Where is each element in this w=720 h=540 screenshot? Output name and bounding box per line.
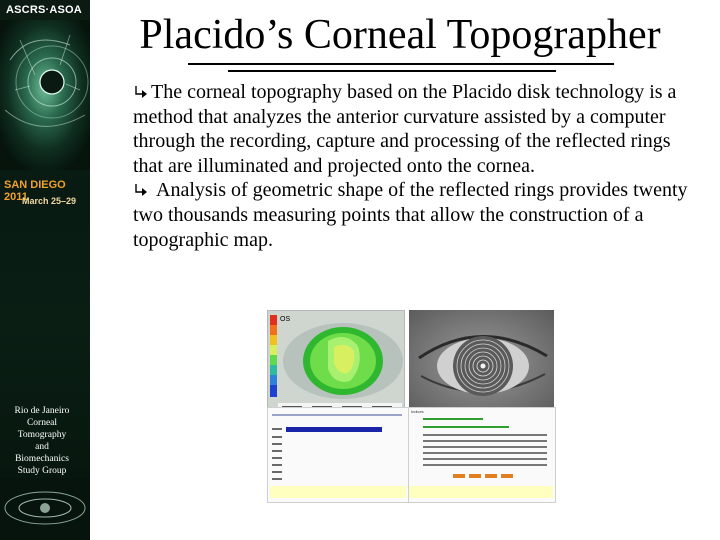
bullet-arrow-icon [133, 85, 149, 99]
bullet-1-text: The corneal topography based on the Placido disk technology is a method that analyzes the anterior curvature assisted by a computer through the recording, capture and processing of the reflected rings that are illuminated and projected onto the cornea. [133, 81, 677, 177]
bullet-1 [133, 81, 676, 177]
slide-title: Placido’s Corneal Topographer [139, 12, 661, 58]
row-label [272, 450, 282, 452]
status-cell [501, 474, 513, 478]
green-line [423, 418, 483, 420]
table-row [423, 440, 547, 442]
bullet-2-text: Analysis of geometric shape of the reflected rings provides twenty two thousands measuring points that allow the construction of a topographic map. [133, 179, 688, 251]
row-label [272, 478, 282, 480]
event-date: March 25–29 [22, 196, 77, 206]
bottom-eye-art-icon [0, 478, 90, 540]
status-cell [453, 474, 465, 478]
note-box [270, 486, 406, 498]
row-label [272, 443, 282, 445]
slide-body [133, 80, 693, 252]
bullet-2 [133, 178, 693, 252]
green-line [469, 426, 509, 428]
indices-bar-panel [267, 407, 409, 503]
placido-rings-icon [409, 310, 554, 415]
study-group-line: Study Group [17, 466, 67, 476]
topography-map-image [267, 310, 405, 417]
study-group-line: Tomography [17, 430, 67, 440]
table-row [423, 446, 547, 448]
row-label [272, 464, 282, 466]
row-label [272, 428, 282, 430]
indices-table-panel [408, 407, 556, 503]
table-row [423, 434, 547, 436]
sidebar [0, 0, 90, 540]
note-box [409, 486, 553, 498]
topo-label: OS [280, 316, 291, 323]
eye-artwork-icon [0, 20, 90, 170]
topography-map-icon [268, 311, 404, 416]
indices-header: Indices [411, 409, 424, 414]
study-group-line: and [35, 442, 49, 452]
conference-logo: ASCRS·ASOA [6, 4, 82, 16]
row-label [272, 457, 282, 459]
title-underline-short [228, 70, 556, 72]
status-cell [469, 474, 481, 478]
title-underline [188, 63, 614, 65]
green-line [423, 426, 473, 428]
study-group-line: Biomechanics [15, 454, 69, 464]
table-row [423, 458, 547, 460]
table-row [423, 452, 547, 454]
row-label [272, 436, 282, 438]
event-city: SAN DIEGO 2011 [4, 179, 66, 203]
study-group-line: Rio de Janeiro [14, 406, 70, 416]
study-group-label [0, 405, 84, 477]
bullet-arrow-icon [133, 183, 149, 197]
placido-eye-photo [409, 310, 554, 415]
row-label [272, 471, 282, 473]
panel-header-bar [272, 414, 402, 416]
blue-index-bar [286, 427, 382, 432]
status-cell [485, 474, 497, 478]
table-row [423, 464, 547, 466]
study-group-line: Corneal [26, 418, 58, 428]
